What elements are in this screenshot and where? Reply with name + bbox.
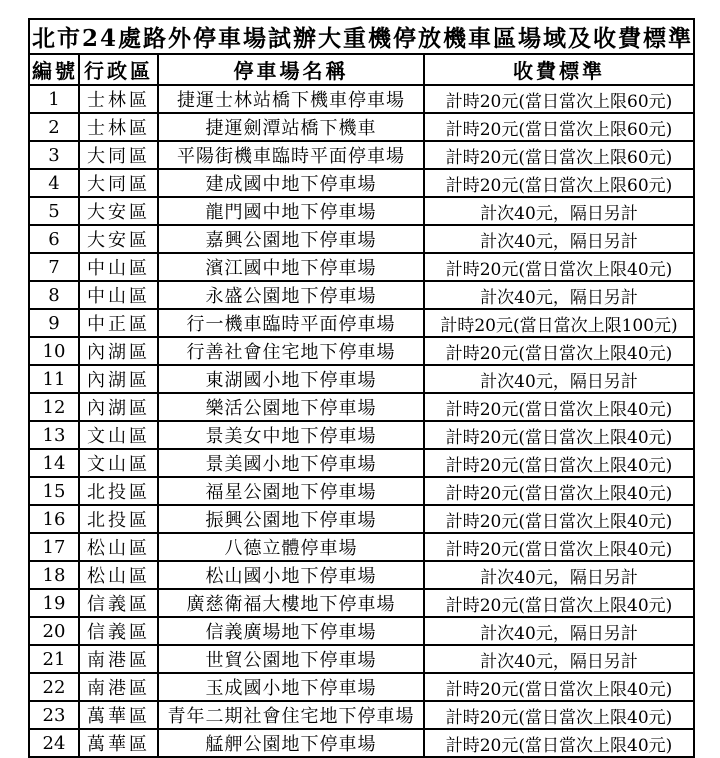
parking-lot-name-cell: 信義廣場地下停車場 (158, 617, 424, 645)
district-cell: 北投區 (79, 505, 158, 533)
row-number-cell: 1 (29, 85, 79, 113)
table-row (29, 421, 694, 449)
district-cell: 內湖區 (79, 365, 158, 393)
table-row (29, 673, 694, 701)
parking-lot-name-cell: 福星公園地下停車場 (158, 477, 424, 505)
table-row (29, 337, 694, 365)
table-row (29, 505, 694, 533)
fee-standard-cell: 計時20元(當日當次上限40元) (424, 729, 694, 757)
table-row (29, 113, 694, 141)
district-cell: 北投區 (79, 477, 158, 505)
district-cell: 萬華區 (79, 701, 158, 729)
table-row (29, 701, 694, 729)
fee-standard-cell: 計時20元(當日當次上限40元) (424, 701, 694, 729)
row-number-cell: 3 (29, 141, 79, 169)
fee-standard-cell: 計次40元，隔日另計 (424, 281, 694, 309)
table-row (29, 85, 694, 113)
table-row (29, 645, 694, 673)
district-cell: 士林區 (79, 85, 158, 113)
parking-lot-name-cell: 行一機車臨時平面停車場 (158, 309, 424, 337)
parking-lot-name-cell: 八德立體停車場 (158, 533, 424, 561)
row-number-cell: 13 (29, 421, 79, 449)
fee-standard-cell: 計次40元，隔日另計 (424, 645, 694, 673)
district-cell: 信義區 (79, 617, 158, 645)
parking-lot-name-cell: 行善社會住宅地下停車場 (158, 337, 424, 365)
district-cell: 南港區 (79, 645, 158, 673)
parking-lot-name-cell: 樂活公園地下停車場 (158, 393, 424, 421)
fee-standard-cell: 計時20元(當日當次上限60元) (424, 169, 694, 197)
fee-standard-cell: 計時20元(當日當次上限40元) (424, 449, 694, 477)
table-row (29, 617, 694, 645)
district-cell: 南港區 (79, 673, 158, 701)
row-number-cell: 22 (29, 673, 79, 701)
district-cell: 內湖區 (79, 337, 158, 365)
fee-standard-cell: 計時20元(當日當次上限40元) (424, 589, 694, 617)
fee-standard-cell: 計時20元(當日當次上限40元) (424, 673, 694, 701)
district-cell: 內湖區 (79, 393, 158, 421)
parking-lot-name-cell: 永盛公園地下停車場 (158, 281, 424, 309)
header-district: 行政區 (79, 54, 158, 85)
table-row (29, 449, 694, 477)
district-cell: 中正區 (79, 309, 158, 337)
parking-lot-name-cell: 廣慈衛福大樓地下停車場 (158, 589, 424, 617)
row-number-cell: 23 (29, 701, 79, 729)
table-row (29, 197, 694, 225)
parking-lot-name-cell: 東湖國小地下停車場 (158, 365, 424, 393)
district-cell: 中山區 (79, 281, 158, 309)
row-number-cell: 24 (29, 729, 79, 757)
fee-standard-cell: 計時20元(當日當次上限40元) (424, 393, 694, 421)
table-row (29, 281, 694, 309)
row-number-cell: 14 (29, 449, 79, 477)
fee-standard-cell: 計時20元(當日當次上限40元) (424, 253, 694, 281)
row-number-cell: 5 (29, 197, 79, 225)
row-number-cell: 15 (29, 477, 79, 505)
row-number-cell: 19 (29, 589, 79, 617)
row-number-cell: 21 (29, 645, 79, 673)
header-name: 停車場名稱 (158, 54, 424, 85)
district-cell: 大同區 (79, 141, 158, 169)
parking-fee-table (28, 18, 695, 758)
parking-lot-name-cell: 玉成國小地下停車場 (158, 673, 424, 701)
table-title-row (29, 19, 694, 54)
row-number-cell: 17 (29, 533, 79, 561)
table-header-row (29, 54, 694, 85)
parking-lot-name-cell: 濱江國中地下停車場 (158, 253, 424, 281)
fee-standard-cell: 計次40元，隔日另計 (424, 225, 694, 253)
fee-standard-cell: 計次40元，隔日另計 (424, 617, 694, 645)
table-row (29, 393, 694, 421)
fee-standard-cell: 計時20元(當日當次上限40元) (424, 477, 694, 505)
parking-lot-name-cell: 捷運劍潭站橋下機車 (158, 113, 424, 141)
district-cell: 松山區 (79, 561, 158, 589)
parking-lot-name-cell: 龍門國中地下停車場 (158, 197, 424, 225)
district-cell: 萬華區 (79, 729, 158, 757)
parking-lot-name-cell: 建成國中地下停車場 (158, 169, 424, 197)
row-number-cell: 18 (29, 561, 79, 589)
district-cell: 文山區 (79, 449, 158, 477)
table-row (29, 169, 694, 197)
parking-lot-name-cell: 松山國小地下停車場 (158, 561, 424, 589)
header-fee: 收費標準 (424, 54, 694, 85)
table-row (29, 309, 694, 337)
parking-lot-name-cell: 捷運士林站橋下機車停車場 (158, 85, 424, 113)
table-row (29, 225, 694, 253)
table-row (29, 589, 694, 617)
fee-standard-cell: 計時20元(當日當次上限100元) (424, 309, 694, 337)
row-number-cell: 20 (29, 617, 79, 645)
district-cell: 信義區 (79, 589, 158, 617)
district-cell: 大安區 (79, 225, 158, 253)
parking-lot-name-cell: 平陽街機車臨時平面停車場 (158, 141, 424, 169)
table-row (29, 365, 694, 393)
row-number-cell: 4 (29, 169, 79, 197)
row-number-cell: 2 (29, 113, 79, 141)
parking-lot-name-cell: 艋舺公園地下停車場 (158, 729, 424, 757)
header-no: 編號 (29, 54, 79, 85)
page-title: 北市24處路外停車場試辦大重機停放機車區場域及收費標準 (29, 19, 694, 54)
row-number-cell: 8 (29, 281, 79, 309)
fee-standard-cell: 計時20元(當日當次上限40元) (424, 533, 694, 561)
parking-lot-name-cell: 世貿公園地下停車場 (158, 645, 424, 673)
district-cell: 大安區 (79, 197, 158, 225)
table-row (29, 533, 694, 561)
row-number-cell: 7 (29, 253, 79, 281)
fee-standard-cell: 計時20元(當日當次上限40元) (424, 421, 694, 449)
table-row (29, 729, 694, 757)
row-number-cell: 16 (29, 505, 79, 533)
row-number-cell: 9 (29, 309, 79, 337)
district-cell: 士林區 (79, 113, 158, 141)
fee-standard-cell: 計次40元，隔日另計 (424, 365, 694, 393)
fee-standard-cell: 計次40元，隔日另計 (424, 561, 694, 589)
district-cell: 松山區 (79, 533, 158, 561)
fee-standard-cell: 計時20元(當日當次上限60元) (424, 113, 694, 141)
parking-lot-name-cell: 青年二期社會住宅地下停車場 (158, 701, 424, 729)
row-number-cell: 11 (29, 365, 79, 393)
fee-standard-cell: 計次40元，隔日另計 (424, 197, 694, 225)
parking-lot-name-cell: 景美女中地下停車場 (158, 421, 424, 449)
fee-standard-cell: 計時20元(當日當次上限40元) (424, 337, 694, 365)
table-row (29, 477, 694, 505)
fee-standard-cell: 計時20元(當日當次上限60元) (424, 85, 694, 113)
row-number-cell: 6 (29, 225, 79, 253)
parking-lot-name-cell: 嘉興公園地下停車場 (158, 225, 424, 253)
parking-lot-name-cell: 振興公園地下停車場 (158, 505, 424, 533)
district-cell: 大同區 (79, 169, 158, 197)
fee-standard-cell: 計時20元(當日當次上限40元) (424, 505, 694, 533)
table-row (29, 253, 694, 281)
district-cell: 中山區 (79, 253, 158, 281)
table-row (29, 141, 694, 169)
table-row (29, 561, 694, 589)
row-number-cell: 12 (29, 393, 79, 421)
parking-lot-name-cell: 景美國小地下停車場 (158, 449, 424, 477)
district-cell: 文山區 (79, 421, 158, 449)
fee-standard-cell: 計時20元(當日當次上限60元) (424, 141, 694, 169)
row-number-cell: 10 (29, 337, 79, 365)
